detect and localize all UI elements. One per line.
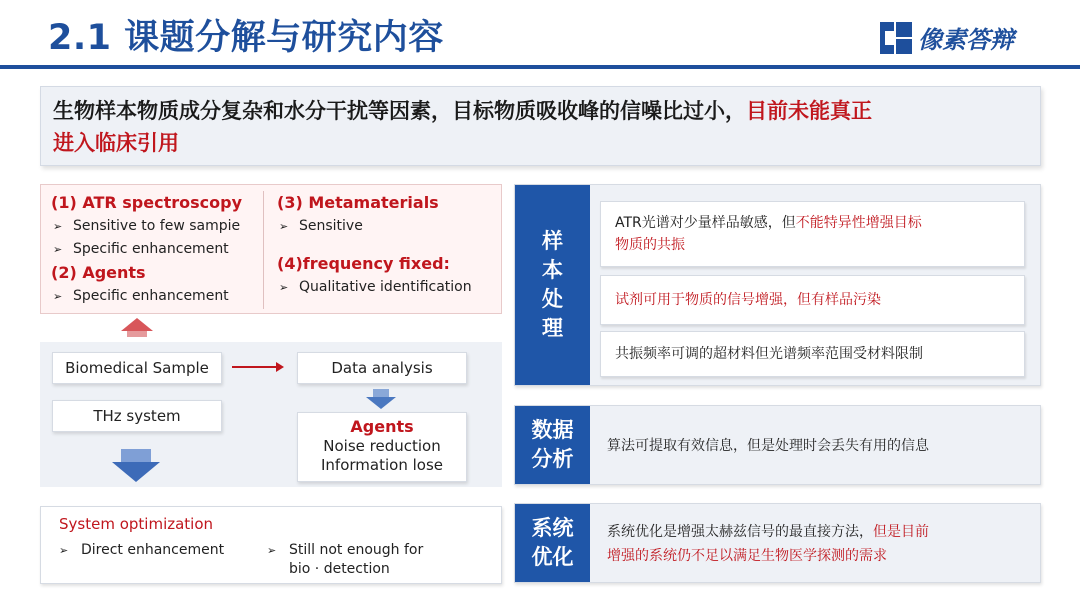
logo-icon xyxy=(880,22,912,54)
frequency-heading: (4)frequency fixed: xyxy=(277,254,450,273)
bullet-icon: ➢ xyxy=(53,243,63,256)
sample-row-metamaterials: 共振频率可调的超材料但光谱频率范围受材料限制 xyxy=(600,331,1025,377)
bullet-icon: ➢ xyxy=(267,544,277,557)
system-optimization-title: System optimization xyxy=(59,515,214,533)
bullet-icon: ➢ xyxy=(53,220,63,233)
methods-left-column xyxy=(51,191,242,308)
metamaterials-heading: (3) Metamaterials xyxy=(277,193,439,212)
list-item: ➢ Sensitive to few sampie xyxy=(51,215,242,238)
methods-right-column xyxy=(277,191,472,299)
right-arrow-line xyxy=(232,366,278,368)
atr-heading: (1) ATR spectroscopy xyxy=(51,193,242,212)
agents-card-title: Agents xyxy=(350,417,414,436)
agents-card-line: Information lose xyxy=(321,456,443,474)
sample-processing-label: 样 本 处 理 xyxy=(515,185,590,385)
column-divider xyxy=(263,191,264,309)
bullet-icon: ➢ xyxy=(279,220,289,233)
methods-box xyxy=(40,184,502,314)
big-down-arrow-icon xyxy=(112,462,160,482)
system-optimization-box xyxy=(40,506,502,584)
bullet-icon: ➢ xyxy=(53,290,63,303)
list-item: ➢ Sensitive xyxy=(277,215,472,238)
right-arrow-icon xyxy=(276,362,284,372)
down-arrow-icon xyxy=(366,397,396,409)
system-optimization-label: 系统 优化 xyxy=(515,504,590,582)
sample-row-atr: ATR光谱对少量样品敏感，但不能特异性增强目标 物质的共振 xyxy=(600,201,1025,267)
bullet-icon: ➢ xyxy=(59,544,69,557)
list-item: ➢ Qualitative identification xyxy=(277,276,472,299)
list-item: ➢ Still not enough for bio · detection xyxy=(267,542,424,577)
banner-text xyxy=(53,95,1028,159)
thz-system-card: THz system xyxy=(52,400,222,432)
banner-text-highlight: 目前未能真正 xyxy=(746,99,872,123)
logo xyxy=(880,20,1014,55)
down-arrow-stem xyxy=(373,389,389,397)
header-divider xyxy=(0,65,1080,69)
data-analysis-panel xyxy=(514,405,1041,485)
summary-banner xyxy=(40,86,1041,166)
big-down-arrow-stem xyxy=(121,449,151,462)
data-analysis-label: 数据 分析 xyxy=(515,406,590,484)
sample-processing-panel xyxy=(514,184,1041,386)
up-arrow-icon xyxy=(121,318,153,331)
sample-row-agents: 试剂可用于物质的信号增强，但有样品污染 xyxy=(600,275,1025,325)
system-optimization-panel xyxy=(514,503,1041,583)
system-optimization-text: 系统优化是增强太赫兹信号的最直接方法，但是目前 增强的系统仍不足以满足生物医学探测的需求 xyxy=(607,524,929,564)
agents-card xyxy=(297,412,467,482)
logo-text: 像素答辩 xyxy=(918,26,1014,54)
data-analysis-card: Data analysis xyxy=(297,352,467,384)
list-item: ➢ Direct enhancement xyxy=(59,542,225,558)
biomedical-sample-card: Biomedical Sample xyxy=(52,352,222,384)
banner-text-main: 生物样本物质成分复杂和水分干扰等因素，目标物质吸收峰的信噪比过小， xyxy=(53,99,746,123)
bullet-icon: ➢ xyxy=(279,281,289,294)
agents-card-line: Noise reduction xyxy=(323,437,441,455)
list-item: ➢ Specific enhancement xyxy=(51,285,242,308)
up-arrow-stem xyxy=(127,331,147,337)
banner-text-highlight-2: 进入临床引用 xyxy=(53,131,179,155)
agents-heading: (2) Agents xyxy=(51,263,146,282)
page-title: 2.1 课题分解与研究内容 xyxy=(48,18,444,58)
list-item: ➢ Specific enhancement xyxy=(51,238,242,261)
data-analysis-text: 算法可提取有效信息，但是处理时会丢失有用的信息 xyxy=(607,438,929,454)
